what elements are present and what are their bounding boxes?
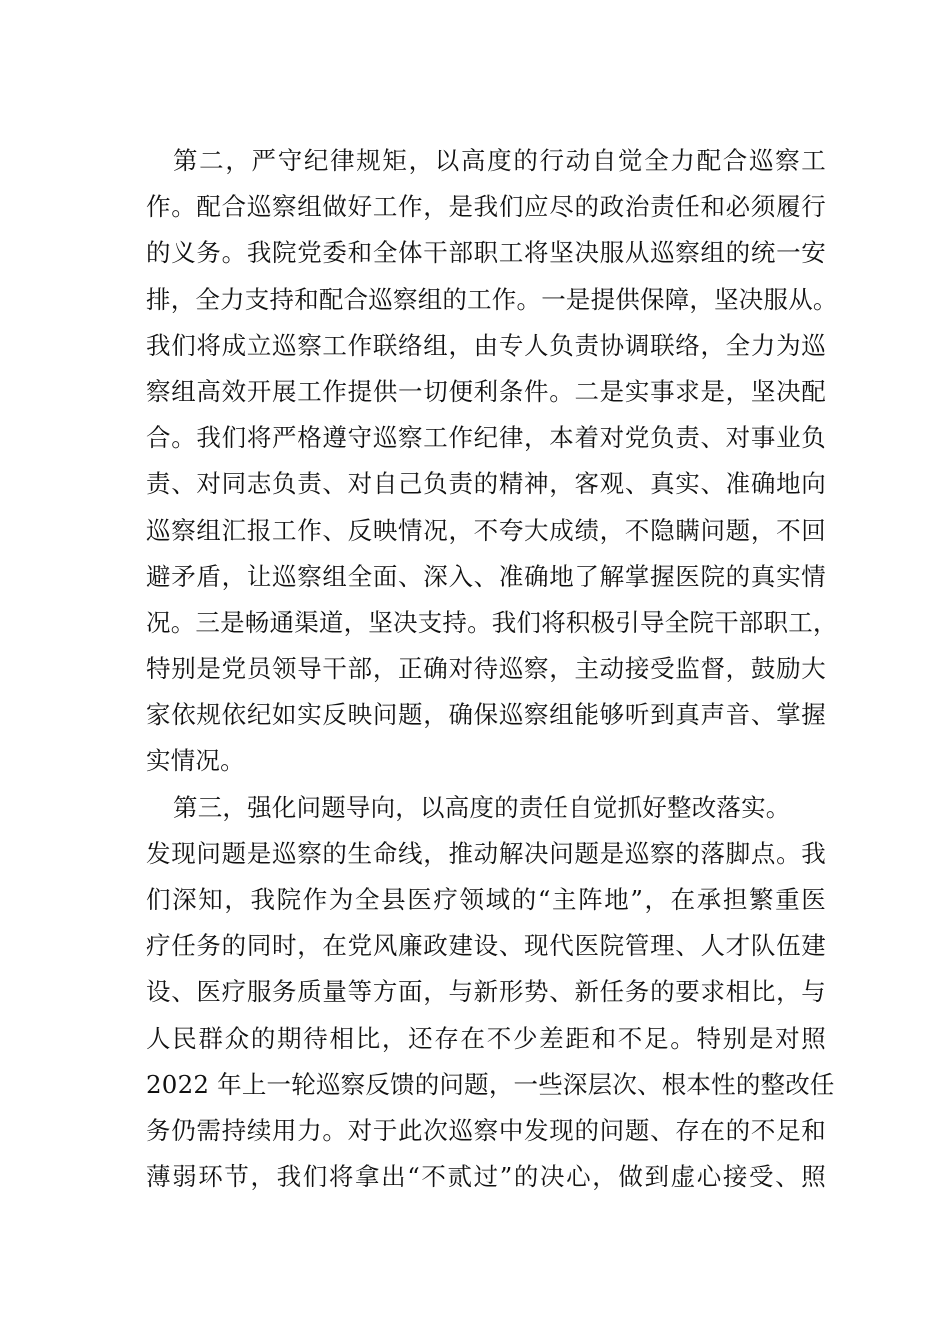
- body-text: [146, 138, 838, 1200]
- paragraph-2-line-13: 家依规依纪如实反映问题，确保巡察组能够听到真声音、掌握: [146, 700, 826, 730]
- paragraph-3-line-7: 2022 年上一轮巡察反馈的问题，一些深层次、根本性的整改任: [146, 1069, 835, 1099]
- paragraph-3-line-2: 发现问题是巡察的生命线，推动解决问题是巡察的落脚点。我: [146, 838, 826, 868]
- paragraph-2-line-9: 巡察组汇报工作、反映情况，不夸大成绩，不隐瞒问题，不回: [146, 515, 826, 545]
- paragraph-2-line-14: 实情况。: [146, 746, 245, 776]
- paragraph-3-line-3: 们深知，我院作为全县医疗领域的“主阵地”，在承担繁重医: [146, 885, 826, 914]
- paragraph-2-line-8: 责、对同志负责、对自己负责的精神，客观、真实、准确地向: [146, 469, 826, 499]
- paragraph-2-line-5: 我们将成立巡察工作联络组，由专人负责协调联络，全力为巡: [146, 330, 826, 360]
- paragraph-2-line-7: 合。我们将严格遵守巡察工作纪律，本着对党负责、对事业负: [146, 423, 826, 453]
- paragraph-2-line-2: 作。配合巡察组做好工作，是我们应尽的政治责任和必须履行: [146, 192, 826, 222]
- paragraph-2-line-1: 第二，严守纪律规矩，以高度的行动自觉全力配合巡察工: [173, 146, 826, 175]
- paragraph-2-line-12: 特别是党员领导干部，正确对待巡察，主动接受监督，鼓励大: [146, 654, 826, 684]
- paragraph-2-line-4: 排，全力支持和配合巡察组的工作。一是提供保障，坚决服从。: [146, 284, 838, 314]
- paragraph-3-line-9: 薄弱环节，我们将拿出“不贰过”的决心，做到虚心接受、照: [146, 1162, 826, 1192]
- paragraph-2-line-6: 察组高效开展工作提供一切便利条件。二是实事求是，坚决配: [146, 376, 826, 406]
- paragraph-2-line-3: 的义务。我院党委和全体干部职工将坚决服从巡察组的统一安: [146, 238, 826, 268]
- paragraph-3-line-6: 人民群众的期待相比，还存在不少差距和不足。特别是对照: [146, 1023, 826, 1053]
- paragraph-3-line-8: 务仍需持续用力。对于此次巡察中发现的问题、存在的不足和: [146, 1115, 826, 1145]
- paragraph-3-line-4: 疗任务的同时，在党风廉政建设、现代医院管理、人才队伍建: [146, 931, 826, 961]
- paragraph-3-line-5: 设、医疗服务质量等方面，与新形势、新任务的要求相比，与: [146, 977, 826, 1007]
- paragraph-2-line-11: 况。三是畅通渠道，坚决支持。我们将积极引导全院干部职工，: [146, 607, 838, 637]
- paragraph-3-line-1: 第三，强化问题导向，以高度的责任自觉抓好整改落实。: [173, 792, 791, 822]
- paragraph-2-line-10: 避矛盾，让巡察组全面、深入、准确地了解掌握医院的真实情: [146, 561, 826, 591]
